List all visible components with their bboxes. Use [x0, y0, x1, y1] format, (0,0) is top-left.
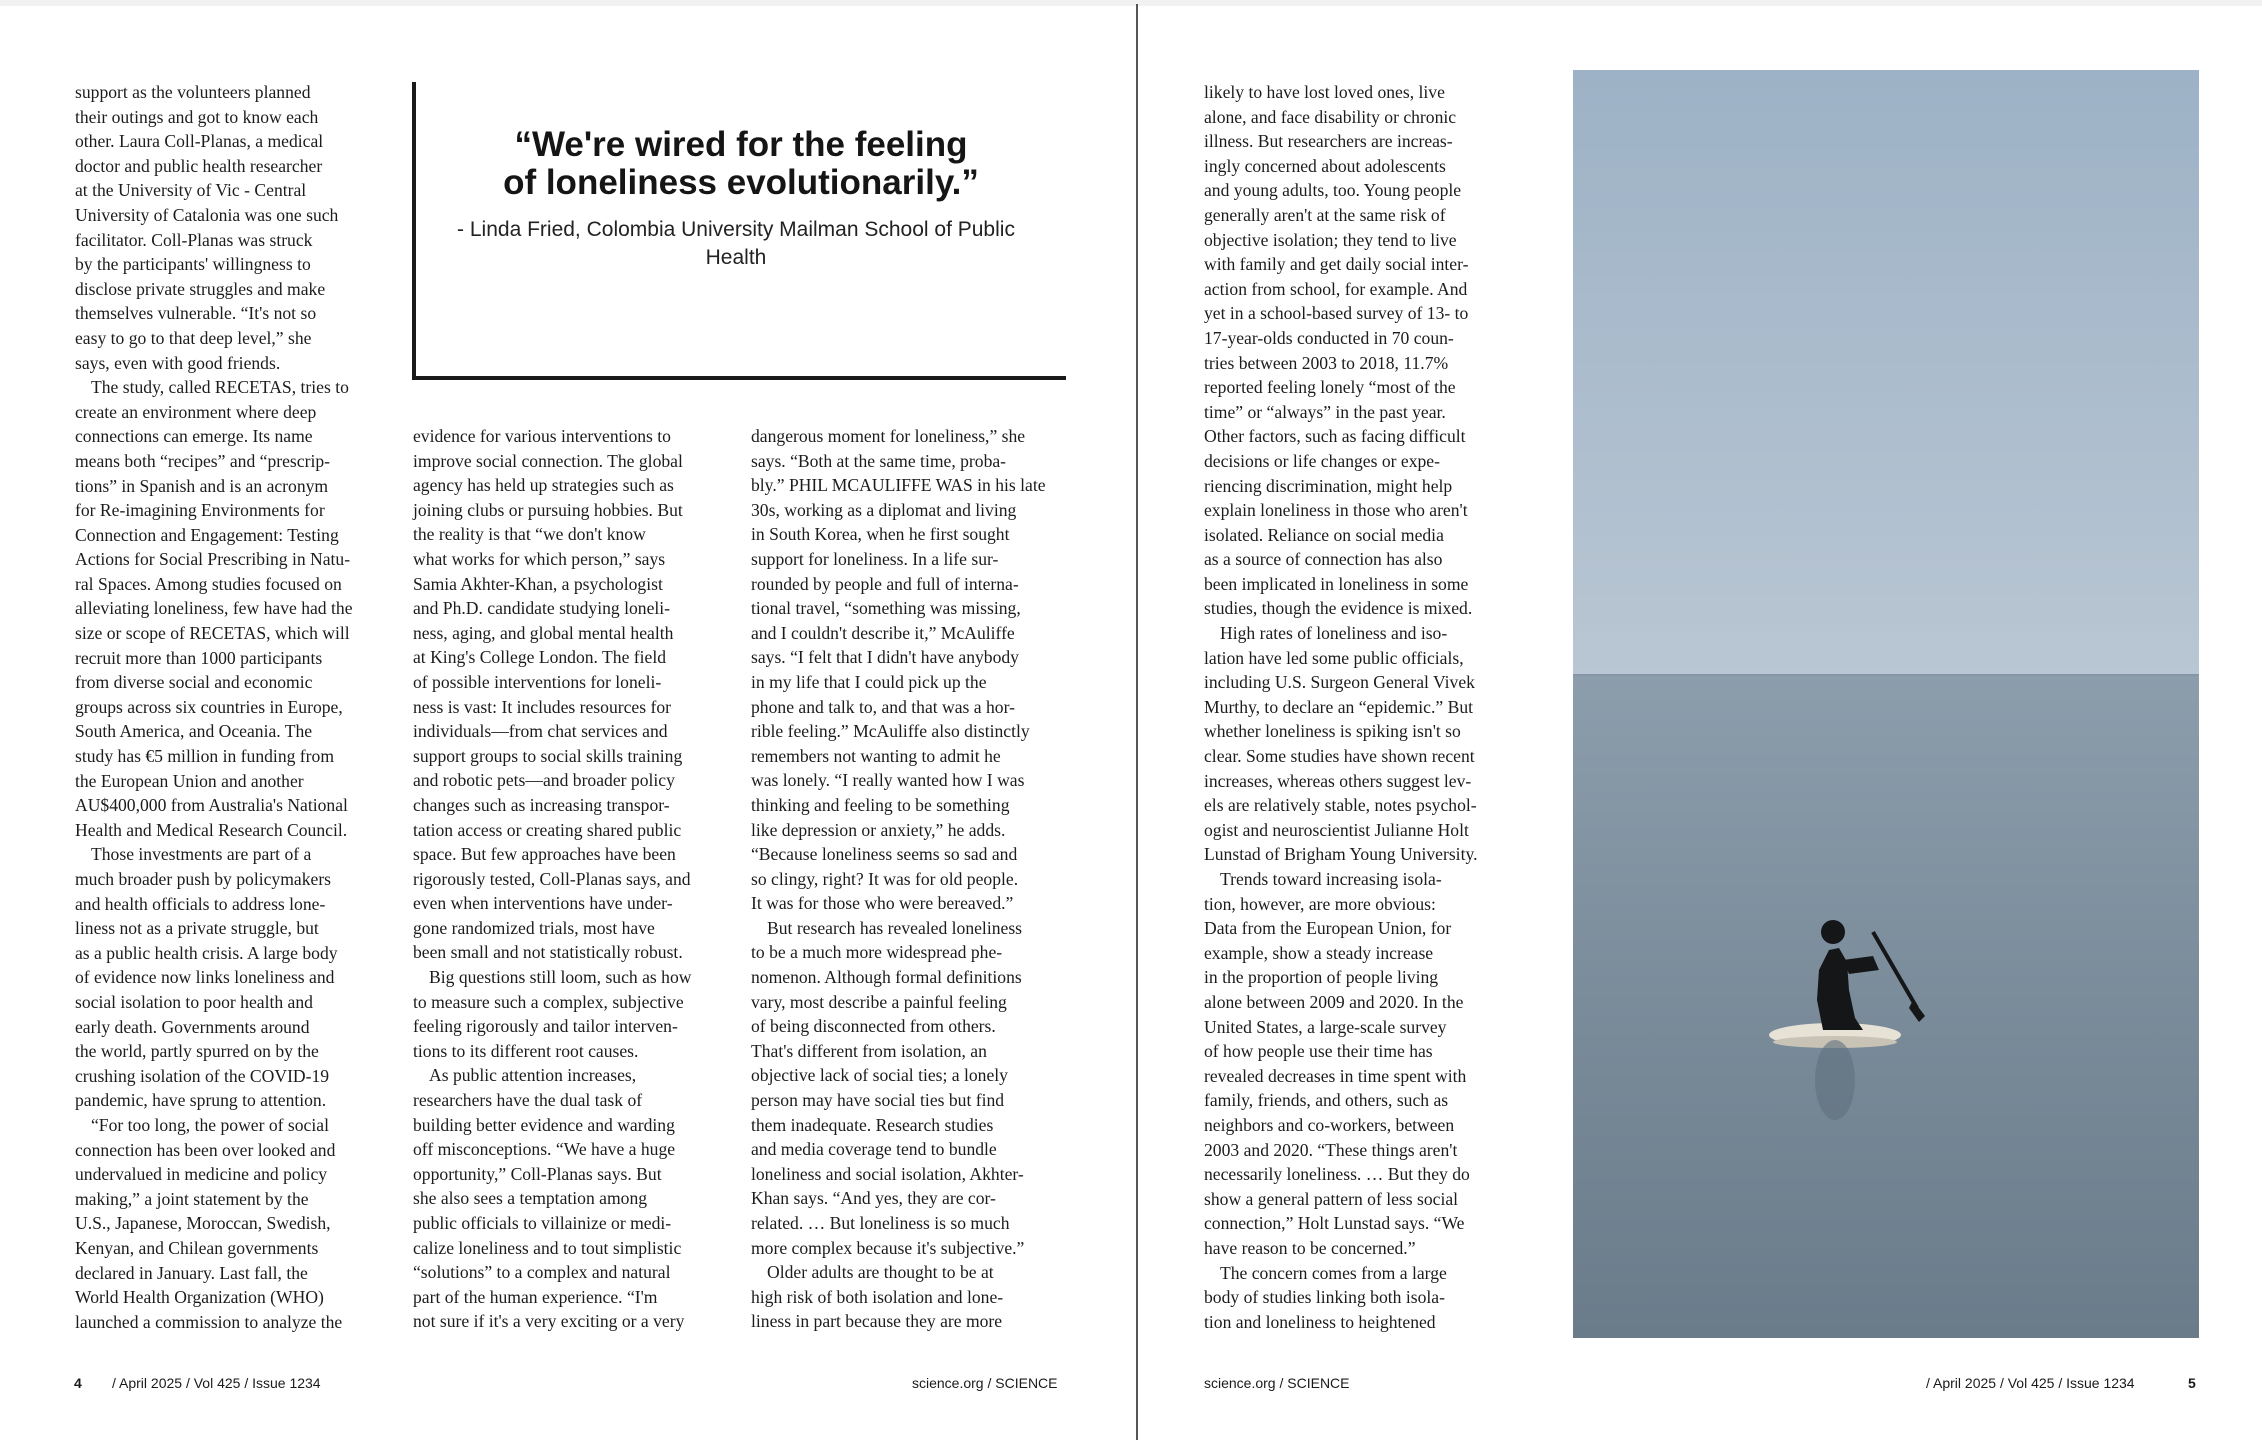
sky — [1573, 70, 2199, 675]
left-page-number: 4 — [74, 1375, 82, 1391]
top-edge — [0, 0, 2262, 6]
paragraph: The study, called RECETAS, tries to create an environment where deep connections can emerge. Its name means both “recipes” and “prescrip- tions” in Spanish and is an acronym for Re-imagining Environments for Connection and Engagement: Testing Actions for Social Prescribing in Natu- ral Spaces. Among studies focused on alleviating loneliness, few have had the size or scope of RECETAS, which will recruit more than 1000 participants from diverse social and economic groups across six countries in Europe, South America, and Oceania. The study has €5 million in funding from the European Union and another AU$400,000 from Australia's National Health and Medical Research Council. — [75, 377, 353, 840]
paragraph: Those investments are part of a much broader push by policymakers and health officials to address lone- liness not as a private struggle, but as a public health crisis. A large body of evidence now links loneliness and social isolation to poor health and early death. Governments around the world, partly spurred on by the crushing isolation of the COVID-19 pandemic, have sprung to attention. — [75, 844, 338, 1111]
paragraph: likely to have lost loved ones, live alone, and face disability or chronic illness. But researchers are increas- ingly concerned about adolescents and young adults, too. Young people generally aren't at the same risk of objective isolation; they tend to live with family and get daily social inter- action from school, for example. And yet in a school-based survey of 13- to 17-year-olds conducted in 70 coun- tries between 2003 to 2018, 11.7% reported feeling lonely “most of the time” or “always” in the past year. Other factors, such as facing difficult decisions or life changes or expe- riencing discrimination, might help explain loneliness in those who aren't isolated. Reliance on social media as a source of connection has also been implicated in loneliness in some studies, though the evidence is mixed. — [1204, 82, 1473, 619]
paragraph: Big questions still loom, such as how to measure such a complex, subjective feeling rigorously and tailor interven- tions to its different root causes. — [413, 967, 692, 1061]
paragraph: But research has revealed loneliness to be a much more widespread phe- nomenon. Although formal definitions vary, most describe a painful feeling of being disconnected from others. That's different from isolation, an objective lack of social ties; a lonely person may have social ties but find them inadequate. Research studies and media coverage tend to bundle loneliness and social isolation, Akhter- Khan says. “And yes, they are cor- related. … But loneliness is so much more complex because it's subjective.” — [751, 917, 1025, 1258]
photo-scene — [1573, 70, 2199, 1338]
paragraph: dangerous moment for loneliness,” she says. “Both at the same time, proba- bly.” PHIL MCAULIFFE WAS in his late 30s, working as a diplomat and living in South Korea, when he first sought support for loneliness. In a life sur- rounded by people and full of interna- tional travel, “something was missing, and I couldn't describe it,” McAuliffe says. “I felt that I didn't have anybody in my life that I could pick up the phone and talk to, and that was a hor- rible feeling.” McAuliffe also distinctly remembers not wanting to admit he was lonely. “I really wanted how I was thinking and feeling to be something like depression or anxiety,” he adds. “Because loneliness seems so sad and so clingy, right? It was for old people. It was for those who were bereaved.” — [751, 426, 1046, 914]
paragraph: Older adults are thought to be at high risk of both isolation and lone- liness in part because they are more — [751, 1262, 1004, 1332]
right-page-number: 5 — [2188, 1375, 2196, 1391]
right-issue-info: / April 2025 / Vol 425 / Issue 1234 — [1926, 1375, 2135, 1391]
paragraph: As public attention increases, researchers have the dual task of building better evidence and warding off misconceptions. “We have a huge opportunity,” Coll-Planas says. But she also sees a temptation among public officials to villainize or medi- calize loneliness and to tout simplistic “solutions” to a complex and natural part of the human experience. “I'm not sure if it's a very exciting or a very — [413, 1065, 685, 1332]
paragraph: evidence for various interventions to improve social connection. The global agency has held up strategies such as joining clubs or pursuing hobbies. But the reality is that “we don't know what works for which person,” says Samia Akhter-Khan, a psychologist and Ph.D. candidate studying loneli- ness, aging, and global mental health at King's College London. The field of possible interventions for loneli- ness is vast: It includes resources for individuals—from chat services and support groups to social skills training and robotic pets—and broader policy changes such as increasing transpor- tation access or creating shared public space. But few approaches have been rigorously tested, Coll-Planas says, and even when interventions have under- gone randomized trials, most have been small and not statistically robust. — [413, 426, 691, 963]
paragraph: “For too long, the power of social connection has been over looked and undervalued in medicine and policy making,” a joint statement by the U.S., Japanese, Moroccan, Swedish, Kenyan, and Chilean governments declared in January. Last fall, the World Health Organization (WHO) launched a commission to analyze the — [75, 1114, 343, 1332]
paddleboarder-photo — [1573, 70, 2199, 1338]
page-gutter — [1136, 4, 1138, 1440]
right-page-column-1 — [1204, 80, 1528, 1334]
paragraph: Trends toward increasing isola- tion, however, are more obvious: Data from the European Union, for example, show a steady increase in the proportion of people living alone between 2009 and 2020. In the United States, a large-scale survey of how people use their time has revealed decreases in time spent with family, friends, and others, such as neighbors and co-workers, between 2003 and 2020. “These things aren't necessarily loneliness. … But they do show a general pattern of less social connection,” Holt Lunstad says. “We have reason to be concerned.” — [1204, 869, 1470, 1258]
left-site-credit: science.org / SCIENCE — [912, 1375, 1058, 1391]
left-page-column-2 — [413, 424, 737, 1334]
pull-quote-attribution: - Linda Fried, Colombia University Mailman School of Public Health — [457, 218, 1015, 269]
left-page-column-1 — [75, 80, 393, 1334]
paragraph: The concern comes from a large body of studies linking both isola- tion and loneliness to heightened — [1204, 1262, 1447, 1332]
pull-quote — [412, 82, 1066, 380]
left-issue-info: / April 2025 / Vol 425 / Issue 1234 — [112, 1375, 321, 1391]
pull-quote-text: “We're wired for the feeling of loneliness evolutionarily.” — [503, 125, 979, 202]
paragraph: support as the volunteers planned their outings and got to know each other. Laura Coll-Planas, a medical doctor and public health researcher at the University of Vic - Central University of Catalonia was one such facilitator. Coll-Planas was struck by the participants' willingness to disclose private struggles and make themselves vulnerable. “It's not so easy to go to that deep level,” she says, even with good friends. — [75, 82, 339, 373]
right-site-credit: science.org / SCIENCE — [1204, 1375, 1350, 1391]
water — [1573, 675, 2199, 1338]
paragraph: High rates of loneliness and iso- lation have led some public officials, including U.S. Surgeon General Vivek Murthy, to declare an “epidemic.” But whether loneliness is spiking isn't so clear. Some studies have shown recent increases, whereas others suggest lev- els are relatively stable, notes psychol- ogist and neuroscientist Julianne Holt Lunstad of Brigham Young University. — [1204, 623, 1478, 865]
left-page-column-3 — [751, 424, 1075, 1334]
